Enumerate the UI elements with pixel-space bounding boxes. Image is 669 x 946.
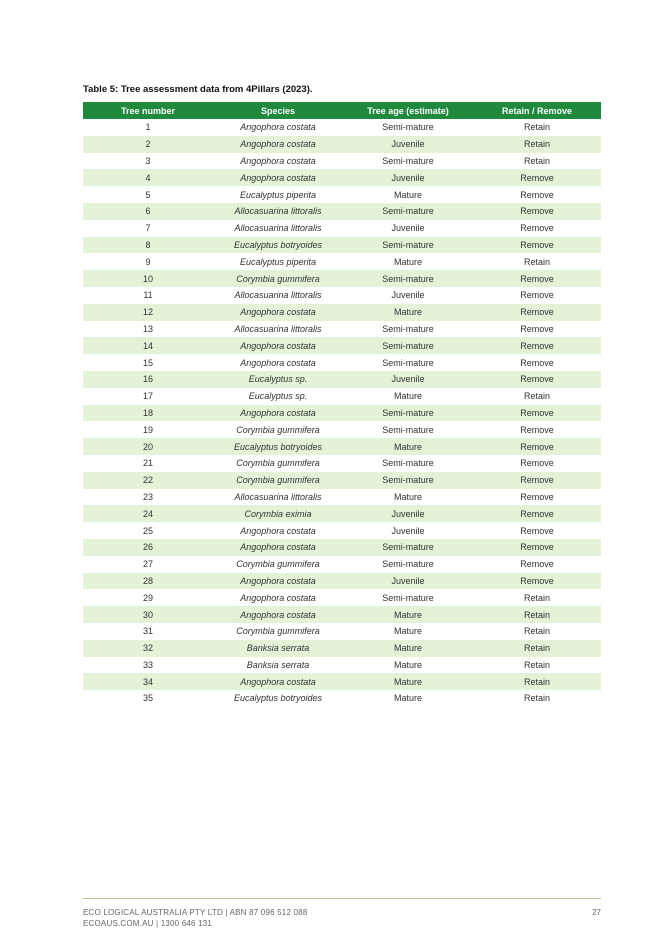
table-row bbox=[83, 203, 601, 220]
cell-tree-age: Semi-mature bbox=[382, 559, 434, 570]
cell-species: Allocasuarina littoralis bbox=[234, 223, 322, 234]
cell-tree-number: 22 bbox=[83, 472, 213, 489]
cell-species: Eucalyptus botryoides bbox=[213, 438, 343, 455]
cell-species: Angophora costata bbox=[213, 169, 343, 186]
cell-species: Eucalyptus botryoides bbox=[213, 237, 343, 254]
cell-retain-remove: Remove bbox=[473, 539, 601, 556]
cell-tree-number: 9 bbox=[145, 256, 151, 267]
table-row bbox=[83, 337, 601, 354]
cell-retain-remove: Retain bbox=[523, 626, 550, 637]
cell-tree-number: 34 bbox=[83, 673, 213, 690]
table-row bbox=[83, 589, 601, 606]
table-row bbox=[83, 119, 601, 136]
cell-tree-age: Semi-mature bbox=[382, 122, 434, 133]
cell-tree-number: 11 bbox=[143, 290, 153, 301]
cell-retain-remove: Remove bbox=[473, 237, 601, 254]
cell-tree-number: 24 bbox=[83, 505, 213, 522]
cell-tree-age: Mature bbox=[393, 491, 422, 502]
cell-species: Allocasuarina littoralis bbox=[213, 203, 343, 220]
cell-tree-age: Juvenile bbox=[391, 290, 425, 301]
cell-species: Angophora costata bbox=[240, 525, 316, 536]
table-row bbox=[83, 690, 601, 707]
cell-retain-remove: Remove bbox=[473, 472, 601, 489]
cell-retain-remove: Remove bbox=[473, 405, 601, 422]
cell-tree-age: Semi-mature bbox=[382, 424, 434, 435]
table-row bbox=[83, 304, 601, 321]
cell-tree-number: 1 bbox=[145, 122, 151, 133]
cell-tree-number: 15 bbox=[142, 357, 153, 368]
cell-species: Corymbia gummifera bbox=[236, 458, 320, 469]
table-row bbox=[83, 573, 601, 590]
cell-retain-remove: Retain bbox=[523, 592, 550, 603]
footer-contact: ECOAUS.COM.AU | 1300 646 131 bbox=[83, 919, 213, 928]
table-row bbox=[83, 405, 601, 422]
cell-tree-number: 30 bbox=[83, 606, 213, 623]
cell-retain-remove: Remove bbox=[520, 491, 554, 502]
cell-retain-remove: Remove bbox=[473, 203, 601, 220]
cell-tree-number: 7 bbox=[145, 223, 151, 234]
cell-tree-number: 4 bbox=[83, 169, 213, 186]
table-header-row bbox=[83, 102, 601, 119]
cell-tree-age: Juvenile bbox=[343, 573, 473, 590]
cell-tree-age: Juvenile bbox=[343, 505, 473, 522]
cell-tree-age: Mature bbox=[393, 693, 422, 704]
cell-species: Angophora costata bbox=[213, 573, 343, 590]
cell-tree-age: Semi-mature bbox=[343, 270, 473, 287]
cell-species: Corymbia gummifera bbox=[213, 270, 343, 287]
table-row bbox=[83, 253, 601, 270]
cell-retain-remove: Retain bbox=[473, 673, 601, 690]
cell-retain-remove: Remove bbox=[473, 270, 601, 287]
cell-tree-number: 6 bbox=[83, 203, 213, 220]
cell-retain-remove: Remove bbox=[473, 438, 601, 455]
cell-tree-age: Juvenile bbox=[343, 136, 473, 153]
cell-species: Angophora costata bbox=[213, 304, 343, 321]
cell-species: Eucalyptus sp. bbox=[248, 391, 308, 402]
cell-species: Corymbia gummifera bbox=[236, 626, 320, 637]
cell-tree-number: 17 bbox=[142, 391, 153, 402]
table-row bbox=[83, 321, 601, 338]
cell-retain-remove: Remove bbox=[520, 458, 554, 469]
table-row bbox=[83, 421, 601, 438]
cell-tree-number: 31 bbox=[142, 626, 153, 637]
cell-species: Angophora costata bbox=[213, 673, 343, 690]
cell-tree-number: 12 bbox=[83, 304, 213, 321]
cell-tree-age: Semi-mature bbox=[343, 539, 473, 556]
cell-species: Corymbia gummifera bbox=[213, 472, 343, 489]
cell-species: Banksia serrata bbox=[213, 640, 343, 657]
table-row bbox=[83, 220, 601, 237]
cell-tree-age: Mature bbox=[343, 606, 473, 623]
cell-tree-age: Mature bbox=[393, 189, 422, 200]
cell-tree-age: Juvenile bbox=[391, 525, 425, 536]
table-row bbox=[83, 522, 601, 539]
cell-tree-number: 35 bbox=[142, 693, 153, 704]
cell-species: Corymbia gummifera bbox=[236, 559, 320, 570]
cell-tree-age: Mature bbox=[393, 391, 422, 402]
cell-retain-remove: Remove bbox=[473, 371, 601, 388]
cell-species: Angophora costata bbox=[240, 122, 316, 133]
cell-retain-remove: Remove bbox=[520, 323, 554, 334]
table-row bbox=[83, 606, 601, 623]
cell-tree-age: Mature bbox=[393, 256, 422, 267]
tree-assessment-table bbox=[83, 102, 601, 707]
cell-tree-age: Mature bbox=[343, 304, 473, 321]
cell-tree-age: Semi-mature bbox=[343, 405, 473, 422]
cell-tree-age: Semi-mature bbox=[343, 237, 473, 254]
cell-tree-age: Semi-mature bbox=[382, 458, 434, 469]
cell-retain-remove: Retain bbox=[523, 155, 550, 166]
cell-species: Corymbia gummifera bbox=[236, 424, 320, 435]
cell-species: Angophora costata bbox=[240, 357, 316, 368]
cell-tree-number: 2 bbox=[83, 136, 213, 153]
cell-tree-number: 8 bbox=[83, 237, 213, 254]
cell-tree-age: Mature bbox=[343, 438, 473, 455]
cell-species: Angophora costata bbox=[213, 405, 343, 422]
cell-retain-remove: Remove bbox=[520, 424, 554, 435]
cell-species: Angophora costata bbox=[213, 539, 343, 556]
cell-tree-age: Juvenile bbox=[343, 169, 473, 186]
cell-species: Allocasuarina littoralis bbox=[234, 290, 322, 301]
table-row bbox=[83, 472, 601, 489]
cell-retain-remove: Remove bbox=[520, 525, 554, 536]
table-row bbox=[83, 388, 601, 405]
cell-retain-remove: Remove bbox=[520, 189, 554, 200]
cell-tree-age: Mature bbox=[343, 640, 473, 657]
cell-tree-age: Mature bbox=[393, 626, 422, 637]
table-row bbox=[83, 287, 601, 304]
table-body bbox=[83, 119, 601, 707]
cell-tree-age: Semi-mature bbox=[343, 472, 473, 489]
cell-tree-number: 32 bbox=[83, 640, 213, 657]
cell-retain-remove: Retain bbox=[523, 256, 550, 267]
cell-retain-remove: Retain bbox=[523, 693, 550, 704]
cell-tree-number: 26 bbox=[83, 539, 213, 556]
header-tree-age: Tree age (estimate) bbox=[343, 102, 473, 119]
table-row bbox=[83, 354, 601, 371]
table-row bbox=[83, 186, 601, 203]
cell-species: Allocasuarina littoralis bbox=[234, 323, 322, 334]
cell-retain-remove: Remove bbox=[473, 505, 601, 522]
cell-retain-remove: Retain bbox=[473, 136, 601, 153]
cell-retain-remove: Retain bbox=[523, 122, 550, 133]
cell-retain-remove: Remove bbox=[520, 357, 554, 368]
cell-species: Angophora costata bbox=[213, 337, 343, 354]
cell-tree-number: 27 bbox=[142, 559, 153, 570]
cell-species: Angophora costata bbox=[213, 606, 343, 623]
cell-tree-age: Juvenile bbox=[343, 371, 473, 388]
cell-retain-remove: Remove bbox=[473, 337, 601, 354]
table-row bbox=[83, 371, 601, 388]
cell-tree-age: Semi-mature bbox=[382, 323, 434, 334]
cell-tree-age: Semi-mature bbox=[382, 592, 434, 603]
table-row bbox=[83, 136, 601, 153]
cell-tree-number: 25 bbox=[142, 525, 153, 536]
cell-tree-number: 16 bbox=[83, 371, 213, 388]
page-number: 27 bbox=[592, 908, 601, 917]
cell-retain-remove: Retain bbox=[523, 659, 550, 670]
cell-tree-number: 33 bbox=[142, 659, 153, 670]
cell-species: Banksia serrata bbox=[246, 659, 310, 670]
cell-tree-number: 29 bbox=[142, 592, 153, 603]
header-retain-remove: Retain / Remove bbox=[473, 102, 601, 119]
cell-retain-remove: Retain bbox=[473, 640, 601, 657]
cell-retain-remove: Remove bbox=[473, 304, 601, 321]
cell-tree-number: 10 bbox=[83, 270, 213, 287]
cell-tree-age: Mature bbox=[393, 659, 422, 670]
cell-retain-remove: Remove bbox=[520, 290, 554, 301]
cell-tree-number: 14 bbox=[83, 337, 213, 354]
cell-species: Angophora costata bbox=[240, 592, 316, 603]
cell-retain-remove: Retain bbox=[473, 606, 601, 623]
cell-tree-number: 19 bbox=[142, 424, 153, 435]
cell-retain-remove: Remove bbox=[520, 559, 554, 570]
cell-tree-age: Semi-mature bbox=[382, 155, 434, 166]
table-row bbox=[83, 153, 601, 170]
cell-tree-age: Semi-mature bbox=[382, 357, 434, 368]
cell-retain-remove: Remove bbox=[520, 223, 554, 234]
table-row bbox=[83, 438, 601, 455]
cell-tree-number: 5 bbox=[145, 189, 151, 200]
table-row bbox=[83, 640, 601, 657]
cell-tree-number: 21 bbox=[142, 458, 153, 469]
cell-retain-remove: Retain bbox=[523, 391, 550, 402]
footer-company: ECO LOGICAL AUSTRALIA PTY LTD | ABN 87 096 512 088 bbox=[83, 908, 308, 917]
cell-species: Eucalyptus botryoides bbox=[233, 693, 323, 704]
cell-retain-remove: Remove bbox=[473, 573, 601, 590]
cell-tree-age: Mature bbox=[343, 673, 473, 690]
cell-species: Angophora costata bbox=[213, 136, 343, 153]
table-row bbox=[83, 623, 601, 640]
table-row bbox=[83, 657, 601, 674]
cell-tree-age: Juvenile bbox=[391, 223, 425, 234]
cell-tree-number: 3 bbox=[145, 155, 151, 166]
cell-species: Allocasuarina littoralis bbox=[234, 491, 322, 502]
cell-tree-age: Semi-mature bbox=[343, 337, 473, 354]
table-row bbox=[83, 270, 601, 287]
table-row bbox=[83, 455, 601, 472]
cell-tree-number: 18 bbox=[83, 405, 213, 422]
cell-species: Angophora costata bbox=[240, 155, 316, 166]
table-row bbox=[83, 556, 601, 573]
table-row bbox=[83, 539, 601, 556]
footer-divider bbox=[83, 898, 601, 899]
cell-tree-number: 13 bbox=[142, 323, 153, 334]
table-row bbox=[83, 673, 601, 690]
table-row bbox=[83, 505, 601, 522]
cell-tree-age: Semi-mature bbox=[343, 203, 473, 220]
table-row bbox=[83, 489, 601, 506]
table-row bbox=[83, 169, 601, 186]
header-tree-number: Tree number bbox=[83, 102, 213, 119]
header-species: Species bbox=[213, 102, 343, 119]
table-caption: Table 5: Tree assessment data from 4Pillars (2023). bbox=[83, 84, 313, 95]
table-row bbox=[83, 237, 601, 254]
cell-tree-number: 28 bbox=[83, 573, 213, 590]
cell-retain-remove: Remove bbox=[473, 169, 601, 186]
cell-species: Eucalyptus sp. bbox=[213, 371, 343, 388]
cell-tree-number: 20 bbox=[83, 438, 213, 455]
cell-species: Eucalyptus piperita bbox=[239, 256, 317, 267]
cell-species: Eucalyptus piperita bbox=[239, 189, 317, 200]
cell-species: Corymbia eximia bbox=[213, 505, 343, 522]
cell-tree-number: 23 bbox=[142, 491, 153, 502]
